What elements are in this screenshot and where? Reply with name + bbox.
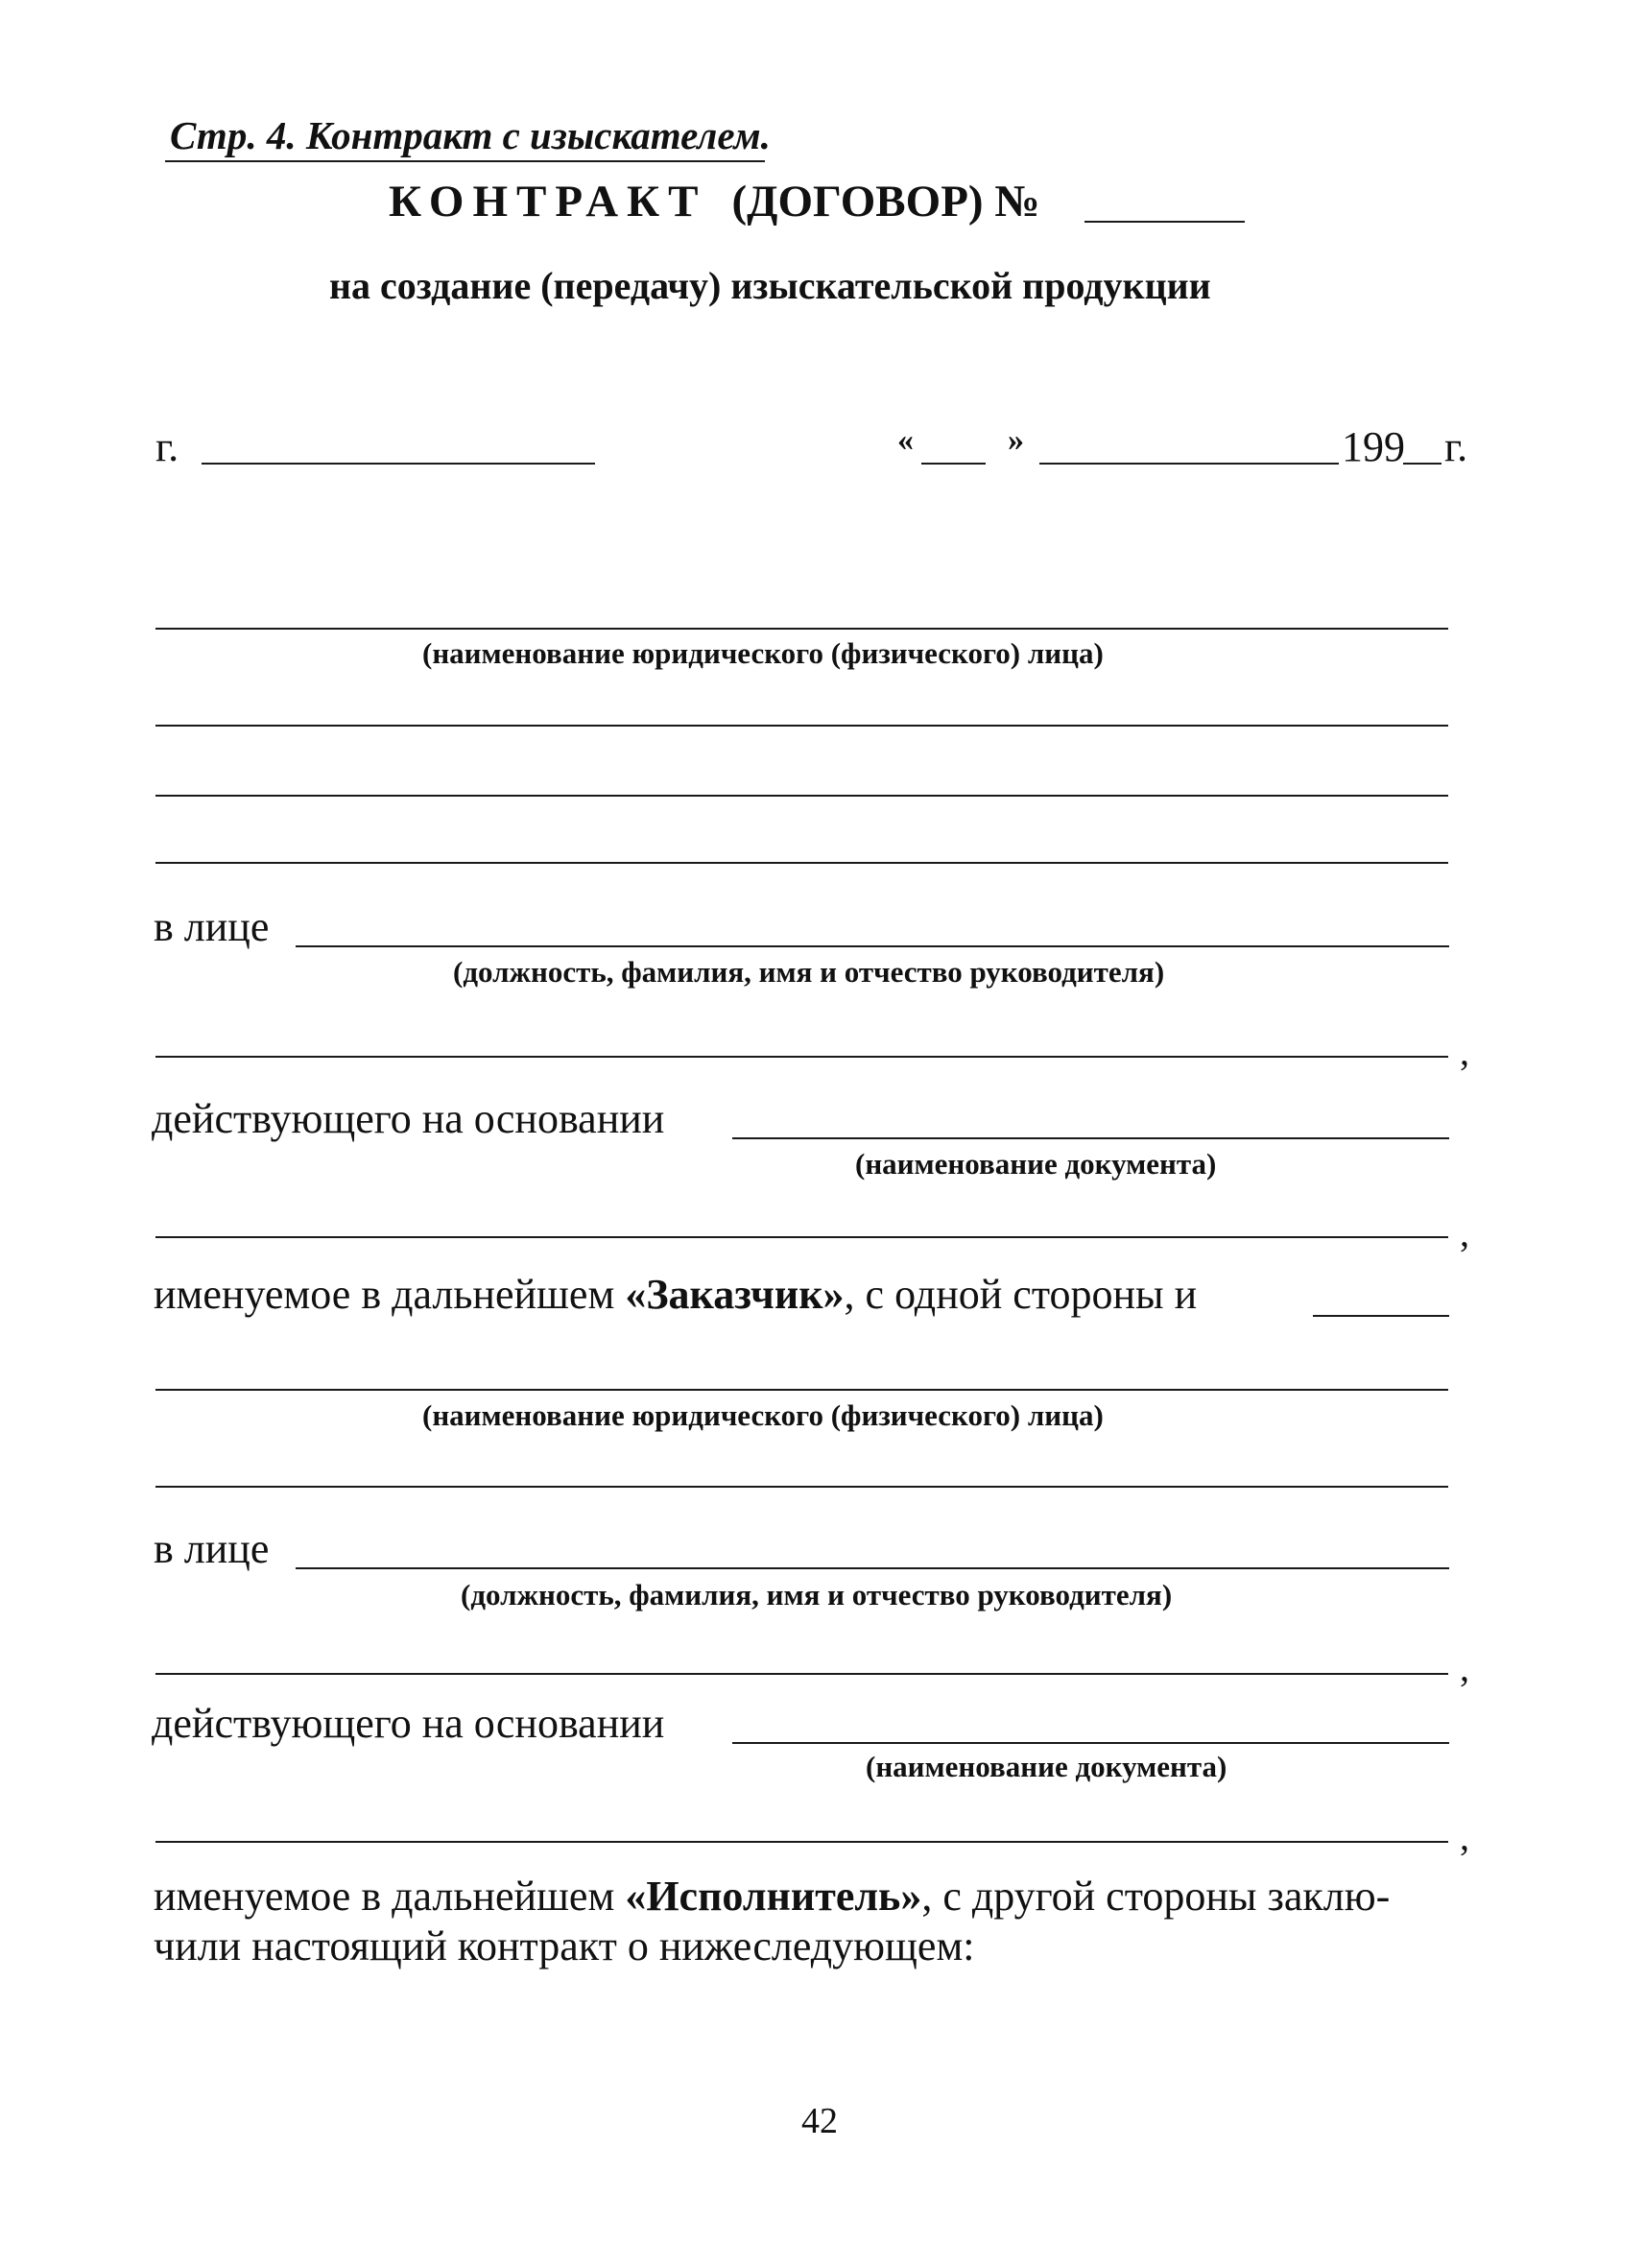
date-close-quote: »: [1008, 422, 1024, 458]
party1-name-line-1[interactable]: [155, 628, 1448, 630]
party2-basis-line-2[interactable]: [155, 1841, 1448, 1843]
party1-head-comma: ,: [1460, 1030, 1469, 1073]
day-field[interactable]: [921, 463, 986, 465]
party2-name-line-2[interactable]: [155, 1486, 1448, 1488]
party1-basis-comma: ,: [1460, 1211, 1469, 1254]
party1-basis-field[interactable]: [732, 1137, 1449, 1139]
party2-named-suffix: , с другой стороны заклю-: [921, 1873, 1391, 1920]
party1-in-person-label: в лице: [154, 903, 270, 950]
party2-head-field[interactable]: [296, 1567, 1449, 1569]
party2-named-line: [154, 1872, 1390, 1921]
year-suffix: г.: [1444, 423, 1468, 470]
contract-number-field[interactable]: [1084, 221, 1245, 223]
party1-doc-caption: (наименование документа): [855, 1147, 1217, 1181]
party2-in-person-label: в лице: [154, 1525, 270, 1572]
month-field[interactable]: [1039, 463, 1339, 465]
document-subtitle: на создание (передачу) изыскательской продукции: [329, 264, 1211, 307]
city-field[interactable]: [202, 463, 595, 465]
party2-name-caption: (наименование юридического (физического) лица): [422, 1398, 1104, 1432]
party2-basis-field[interactable]: [732, 1742, 1449, 1744]
title-contract-type: (ДОГОВОР) №: [731, 177, 1040, 227]
party2-named-prefix: именуемое в дальнейшем: [154, 1873, 626, 1920]
party1-name-line-3[interactable]: [155, 795, 1448, 797]
party1-named-suffix: , с одной стороны и: [844, 1271, 1198, 1318]
party2-name-start-field[interactable]: [1313, 1315, 1449, 1317]
title-main: КОНТРАКТ: [389, 177, 707, 227]
party2-name-line-1[interactable]: [155, 1389, 1448, 1391]
party1-acting-label: действующего на основании: [152, 1095, 665, 1142]
party1-basis-line-2[interactable]: [155, 1236, 1448, 1238]
closing-line: чили настоящий контракт о нижеследующем:: [154, 1922, 975, 1970]
party2-basis-comma: ,: [1460, 1815, 1469, 1858]
party1-head-caption: (должность, фамилия, имя и отчество руководителя): [453, 955, 1165, 989]
page-reference: Стр. 4. Контракт с изыскателем.: [170, 113, 771, 157]
party1-head-field[interactable]: [296, 945, 1449, 947]
party1-head-line-2[interactable]: [155, 1056, 1448, 1058]
year-field[interactable]: [1403, 463, 1441, 465]
party1-named-prefix: именуемое в дальнейшем: [154, 1271, 626, 1318]
party2-doc-caption: (наименование документа): [866, 1750, 1227, 1783]
party1-named-line: [154, 1270, 1197, 1319]
party2-head-caption: (должность, фамилия, имя и отчество руководителя): [461, 1578, 1173, 1611]
city-prefix: г.: [155, 423, 179, 470]
page-number: 42: [801, 2101, 838, 2141]
year-prefix: 199: [1342, 423, 1405, 470]
party2-head-line-2[interactable]: [155, 1673, 1448, 1675]
party2-head-comma: ,: [1460, 1646, 1469, 1689]
party1-name-caption: (наименование юридического (физического) лица): [422, 636, 1104, 670]
date-open-quote: «: [897, 422, 914, 458]
party1-role: «Заказчик»: [625, 1271, 845, 1318]
document-title: [389, 176, 1040, 227]
party1-name-line-4[interactable]: [155, 862, 1448, 864]
party2-role: «Исполнитель»: [625, 1873, 922, 1920]
party1-name-line-2[interactable]: [155, 725, 1448, 727]
party2-acting-label: действующего на основании: [152, 1700, 665, 1747]
page-reference-underline: [165, 160, 765, 162]
